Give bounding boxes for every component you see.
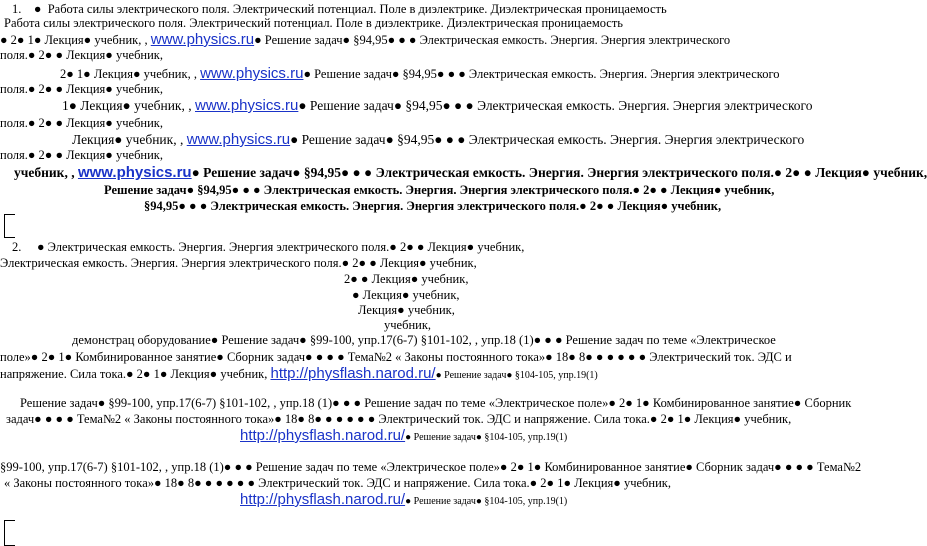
physics-link[interactable]: www.physics.ru (186, 131, 291, 148)
item2-line10: Решение задач● §99-100, упр.17(6-7) §101-102, , упр.18 (1)● ● ● Решение задач по теме «Электрическое поле»● 2● 1● Комбинированное занятие● Сборник (20, 396, 852, 410)
physflash-link[interactable]: http://physflash.narod.ru/ (240, 427, 406, 444)
item1-title: Работа силы электрического поля. Электрический потенциал. Поле в диэлектрике. Диэлектрическая проницаемость (47, 2, 667, 16)
item2-line8: поле»● 2● 1● Комбинированное занятие● Сборник задач● ● ● ● Тема№2 « Законы постоянного тока»● 18● 8● ● ● ● ● ● Электрический ток. ЭДС и (0, 350, 792, 364)
item2-line3: 2● ● Лекция● учебник, (344, 272, 469, 286)
item2-line6: учебник, (384, 318, 432, 332)
item1-line9-text: Лекция● учебник, , (72, 132, 184, 147)
item1-line5 (60, 66, 780, 82)
item2-line2: Электрическая емкость. Энергия. Энергия электрического поля.● 2● ● Лекция● учебник, (0, 256, 477, 270)
item1-line7 (62, 98, 813, 113)
item1-line4: поля.● 2● ● Лекция● учебник, (0, 48, 164, 62)
item1-number: 1. (12, 2, 22, 16)
text-cursor-marker (4, 520, 15, 546)
item1-line9 (72, 132, 804, 147)
item2-line12 (240, 428, 567, 445)
item2-line9-text: напряжение. Сила тока.● 2● 1● Лекция● учебник, (0, 367, 268, 381)
item2-line15 (240, 492, 567, 509)
item1-line7-tail: ● Решение задач● §94,95● ● ● Электрическая емкость. Энергия. Энергия электрического (298, 98, 813, 113)
text-cursor-marker (4, 214, 15, 238)
physics-link[interactable]: www.physics.ru (195, 97, 299, 114)
item2-line14: « Законы постоянного тока»● 18● 8● ● ● ● ● ● Электрический ток. ЭДС и напряжение. Сила тока.● 2● 1● Лекция● учебник, (4, 476, 671, 490)
bullet-icon: ● (33, 2, 42, 16)
item1-line6: поля.● 2● ● Лекция● учебник, (0, 82, 164, 96)
item2-line4: ● Лекция● учебник, (352, 288, 460, 302)
physics-link[interactable]: www.physics.ru (77, 164, 192, 181)
item2-line5: Лекция● учебник, (358, 303, 455, 317)
item1-line11-text: учебник, , (14, 165, 75, 180)
item2-line12-tail: ● Решение задач● §104-105, упр.19(1) (405, 432, 568, 443)
item2-number: 2. (12, 240, 22, 254)
item1-line5-text: 2● 1● Лекция● учебник, , (60, 67, 197, 81)
item2-line7: демонстрац оборудование● Решение задач● §99-100, упр.17(6-7) §101-102, , упр.18 (1)● ● ● Решение задач по теме «Электрическое (72, 333, 776, 347)
physics-link[interactable]: www.physics.ru (150, 31, 255, 48)
item1-line5-tail: ● Решение задач● §94,95● ● ● Электрическая емкость. Энергия. Энергия электрического (303, 67, 780, 81)
item2-line15-tail: ● Решение задач● §104-105, упр.19(1) (405, 496, 568, 507)
item1-line7-text: 1● Лекция● учебник, , (62, 98, 192, 113)
item1-line9-tail: ● Решение задач● §94,95● ● ● Электрическая емкость. Энергия. Энергия электрического (290, 132, 805, 147)
item2-line11: задач● ● ● ● Тема№2 « Законы постоянного тока»● 18● 8● ● ● ● ● ● Электрический ток. ЭДС и напряжение. Сила тока.● 2● 1● Лекция● учебник, (6, 412, 792, 426)
item1-line12: Решение задач● §94,95● ● ● Электрическая емкость. Энергия. Энергия электрического поля.● 2● ● Лекция● учебник, (104, 183, 775, 197)
item2-line13: §99-100, упр.17(6-7) §101-102, , упр.18 (1)● ● ● Решение задач по теме «Электрическое поле»● 2● 1● Комбинированное занятие● Сборник задач● ● ● ● Тема№2 (0, 460, 862, 474)
physflash-link[interactable]: http://physflash.narod.ru/ (240, 491, 406, 508)
physics-link[interactable]: www.physics.ru (200, 65, 304, 82)
item1-line13: §94,95● ● ● Электрическая емкость. Энергия. Энергия электрического поля.● 2● ● Лекция● учебник, (144, 199, 722, 213)
item2-line1: ● Электрическая емкость. Энергия. Энергия электрического поля.● 2● ● Лекция● учебник, (37, 240, 525, 254)
item1-line11 (14, 165, 927, 180)
item2-line9-tail: ● Решение задач● §104-105, упр.19(1) (435, 370, 598, 381)
item1-line11-tail: ● Решение задач● §94,95● ● ● Электрическая емкость. Энергия. Энергия электрического поля.● 2● ● Лекция● учебник, (191, 165, 927, 180)
item1-subtitle: Работа силы электрического поля. Электрический потенциал. Поле в диэлектрике. Диэлектрическая проницаемость (4, 16, 624, 30)
item1-line10: поля.● 2● ● Лекция● учебник, (0, 148, 164, 162)
physflash-link[interactable]: http://physflash.narod.ru/ (270, 365, 436, 382)
item2-line9 (0, 366, 598, 383)
item1-line3 (0, 32, 730, 48)
item1-line3-text: ● 2● 1● Лекция● учебник, , (0, 33, 148, 47)
item2-heading (12, 240, 524, 255)
item1-line8: поля.● 2● ● Лекция● учебник, (0, 116, 164, 130)
item1-line3-tail: ● Решение задач● §94,95● ● ● Электрическая емкость. Энергия. Энергия электрического (254, 33, 731, 47)
item1-heading (12, 2, 667, 17)
